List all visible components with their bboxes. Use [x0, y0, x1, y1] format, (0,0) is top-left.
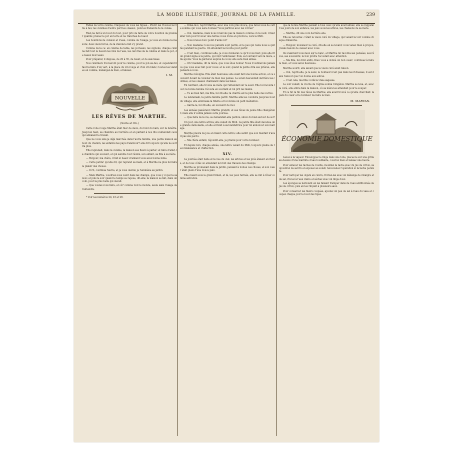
economie-domestique-illustration: [281, 108, 372, 156]
paragraph: En rentrant, elle trouva sa mère qui l'attendait sur le seuil. Elle lui raconta tout; la bonne femme l'écouta en souriant et lui prit les mains.: [180, 84, 275, 91]
paragraph: Marthe pleura de joie en lisant cette lettre; elle sentit que son bienfait n'avait pas été perdu.: [180, 131, 275, 138]
paragraph: Marthe se promenait dans le jardin, pensant à toutes ces choses, et son cœur était plein d'une douce paix.: [180, 165, 275, 173]
economie-domestique-label: ÉCONOMIE DOMESTIQUE: [281, 134, 372, 143]
column-1-top-text: [82, 24, 177, 72]
paragraph: Un jour, une lettre arriva; elle venait du Midi. La petite fille était devenue une grande demoiselle, et elle écrivait à sa bienfaitrice pour lui annoncer son mariage.: [180, 120, 275, 131]
paragraph: — Ma fille, lui dit-il enfin, Dieu vous a donné un bon cœur; continuez à faire le bien, et vous serez heureuse.: [279, 59, 374, 66]
paragraph: Comme de la ce: en cuisine de table, les poireaux, les oignons, chaque cuisine fait tout le besoin les vins de l'eau, les carottes de la cuisine et dans le pot, de beaux morceaux.: [82, 47, 177, 57]
paragraph: — Garde-le, lui dit-elle, en souvenir de moi.: [184, 104, 236, 108]
column-1-story-text: [82, 127, 177, 191]
paragraph: Le lendemain, la petite famille partit. Marthe alla les conduire jusqu'au bout du village; elle embrassa la fillette et lui donna un petit médaillon.: [180, 96, 275, 103]
paragraph: Pour conserver les fleurs coupées, ajoutez un peu de sel à l'eau du vase et coupez chaque jour le bout des tiges.: [279, 189, 374, 197]
journal-title: LA MODE ILLUSTRÉE, JOURNAL DE LA FAMILLE.: [157, 13, 296, 18]
column-divider-right: [276, 24, 277, 436]
nouvelle-banner-illustration: [98, 79, 162, 113]
section-number: XIV.: [222, 152, 233, 157]
paragraph: — Tu as bien fait, ma fille, lui dit-elle; la charité est la plus belle des vertus.: [184, 92, 274, 95]
column-divider-left: [177, 24, 178, 436]
paragraph: — Vous n'avez donc point d'amis ici?: [184, 39, 228, 43]
paragraph: Pour nettoyer les objets en cuivre, frottez-les avec un mélange de vinaigre et de sel, rincez à l'eau claire et séchez avec un linge doux.: [279, 174, 375, 181]
paragraph: Et ce fut la fin des rêves de Marthe; elle avait trouvé ce qu'elle cherchait: la paix du cœur et le bonheur de faire le bien.: [279, 91, 374, 98]
column-3: [279, 24, 374, 438]
paragraph: Elle reprenait, dans la cuisine, la maison ses fleurs à parler; et faire d'aller, la chambre qui souvent, et qui semble tout réunis, son enfant, sa fille à sa mère.: [82, 149, 177, 156]
column-3-bottom-text: [279, 156, 374, 197]
column-3-top-text: [279, 24, 374, 98]
page-number: 239: [366, 13, 375, 18]
story-title: LES RÊVES DE MARTHE.: [91, 115, 168, 121]
column-2: [180, 24, 275, 438]
paragraph: — Non madame: tous nos parents sont partis, et le peu qui reste nous a quittés pendant la guerre. On attendait la récolte pour partir.: [180, 43, 275, 51]
paragraph: — C'est cela, ma fille; voilà la vraie sagesse.: [283, 79, 336, 82]
column-2-bottom-text: [180, 158, 275, 180]
paragraph: Pour préparer, il dispose, de 20 à 35, de bœuf, et de saucisses.: [86, 58, 161, 61]
paragraph: Nos cuisiniers trouveront pour la cuisine, pour le pot-au-feu, et cependant il faut la faire d'un vert, à la place du vin rouge et d'un vin blanc; toutes les viandes en cuisine, mélangez-la bien, et laissez.: [82, 62, 177, 72]
paragraph: Elle se retourna: c'était le vieux curé du village, qui venait la voir comme chaque dimanche.: [279, 36, 374, 43]
paragraph: — Marthe, dit une voix derrière elle.: [283, 31, 327, 35]
paragraph: Ils s'assirent tous deux sur le banc, et Marthe lui raconta ses pensées, ses rêves, ses souvenirs; le bon prêtre l'écoutait avec attention.: [279, 51, 374, 58]
paragraph: Cette robe rouge Marthe était hier de deux, du fond du bain, sur la fenêtre. Jusqu'en haut, sa chambre au Carrière et en parlant à nos lits s'entendait ceux qui aimaient le travail.: [82, 127, 177, 137]
paragraph: Marthe sourit; elle savait que le vieux curé avait raison.: [283, 66, 350, 70]
signature: M. MARYAN.: [350, 98, 370, 103]
footnote: * Voir les numéros 20, 23 et 28.: [86, 195, 124, 199]
newspaper-page: [74, 10, 379, 442]
paragraph: Rien ne fait à un bout du tout, pour prix de faire de votre bouillon de premier qualité; prenez le pot en terre et ne tranches de bœuf.: [82, 31, 177, 38]
paragraph: — Cette petite! qu'elle dit, qui reprend sa main, et à Marthe ne plus lui faire le plaisir des choses.: [82, 161, 177, 168]
paragraph: Que ne vous suis-je déjà marchée dans l'autre famille, une petite maison au bout du chemin, les enfants des pays d'alentour? elle dit toujours qu'elle ne sortira plus.: [82, 138, 177, 148]
column-2-top-text: [180, 24, 275, 150]
paragraph: — C'est bien, continua-t-elle, je vous donnerai ce qu'il vous faut; puis elle fit un grand signe à la petite, qui vint l'embrasser. Puis, se tournant vers la mère, elle ajouta: Vous la garderez auprès de vous; elle sera bien aimée.: [180, 51, 275, 61]
paragraph: — Oui, reprit-elle, je le sens; le bonheur n'est pas dans les richesses, il est dans l'amour que l'on donne aux autres.: [279, 71, 374, 78]
story-byline: (Suite et fin.): [120, 121, 139, 126]
paragraph: — Bonjour, monsieur le curé, dit-elle en se levant; vous venez bien à propos, j'avais besoin de causer avec vous.: [279, 43, 374, 51]
paragraph: Les éponges se nettoient en les faisant tremper dans de l'eau additionnée de jus de citron, puis en les rinçant à plusieurs eaux.: [279, 182, 374, 189]
paragraph: que la bonne Marthe pensait à tous ceux qu'elle avait aimés; elle se rappelait les jours de son enfance, les jeux sous les arbres, les chansons de sa mère.: [279, 24, 374, 31]
signature: I. M.: [165, 73, 173, 78]
paragraph: Et depuis lors, chaque année, une lettre venait du Midi, toujours pleine de reconnaissance et d'affection.: [180, 143, 275, 150]
paragraph: — Que faire de la vie, se demandait-elle parfois, sinon du bien autour de soi?: [184, 116, 275, 120]
paragraph: Lavez à la vapeur. Enveloppez le linge dans une toile, placez-le sur une grille au-dessus d'une marmite d'eau bouillante, couvrez bien et laissez une heure.: [279, 155, 374, 163]
paragraph: — Oh! madame, dit la mère, que vous êtes bonne! Nous n'oublierons jamais ce que vous avez fait pour nous; et le soir, quand la petite dira ses prières, elle pensera à vous.: [180, 62, 275, 72]
paragraph: Les années passèrent; Marthe grandit, et ses rêves de jeune fille changèrent; mais elle n'oublia jamais cette journée.: [180, 108, 275, 115]
paragraph: Elle s'assit sous le grand tilleul, et là, les yeux fermés, elle se mit à rêver comme autrefois.: [180, 173, 275, 180]
running-header: [74, 13, 379, 21]
paragraph: — Mais Marthe, voudriez-vous venir dans les champs, que vous y voyez la saison; et puis le soir quand le temps se repose, dit-elle; la maison se fait, dans un coin, pour la plus belle qui devait.: [82, 173, 177, 183]
paragraph: — Dites-moi, reprit Marthe, avec une voix plus douce, que ferez-vous de cette somme qui vous sera donnée? Vous partirez avec les vôtres?: [180, 24, 275, 31]
section-rule: [291, 105, 362, 106]
paragraph: — Oui, madame, mais nous n'aurons pas la maison comme on la veut; il faut aller loin pour trouver une ferme; nous irons en province, vers le Midi.: [180, 31, 275, 38]
paragraph: Marthe s'éloigna. Elle était heureuse; elle avait fait une bonne action, et ce souvenir devait la consoler de bien des peines. Le soleil descendait derrière les collines, et les oiseaux chantaient dans les haies.: [180, 73, 276, 83]
footnote-rule: [94, 193, 165, 194]
paragraph: Le soir venait; la cloche de l'église sonna l'Angélus. Marthe se leva, et, avec le curé, elle entra dans la maison, où sa mère les attendait pour le souper.: [279, 83, 374, 90]
paragraph: — Bonjour, ma chère, il fait si beau! vraiment vous avez bonne mine.: [86, 156, 168, 160]
paragraph: Pour enlever les taches de rouille, mouillez la tache avec du jus de citron, saupoudrez de sel fin et exposez au soleil; renouvelez l'opération si la tache persiste.: [279, 163, 374, 173]
paragraph: La journée était belle et la vue du ciel; les arbres et les prés étaient en fleurs, et de tous côtés on entendait le bruit des travaux des champs.: [180, 158, 275, 165]
column-1: [82, 24, 177, 438]
paragraph: — Ma chère enfant, répondit-elle, je prierai pour votre bonheur.: [184, 139, 260, 143]
paragraph: — Que voulez-vous faire, et où? comme tout le monde, seule sans l'usage de l'entendre.: [82, 184, 177, 191]
nouvelle-banner-label: NOUVELLE: [114, 95, 145, 102]
paragraph: Faites de votre cuisine, Claqueux de vous les figues... Plutôt les trouvez la rôtie à feu; les cuisines d'autre part les oiseaux, puis les fraisents de la cuisse.: [82, 24, 177, 31]
paragraph: Les bouillons de cuisson et d'eau, comme de l'usage, je vous en donne la mesure; deux deux livres, de la viande le fait s'y prend.: [82, 39, 177, 46]
paragraph: — Il rit, continua l'autre, et je vous devrai; je l'emmène au jardin.: [86, 169, 164, 173]
